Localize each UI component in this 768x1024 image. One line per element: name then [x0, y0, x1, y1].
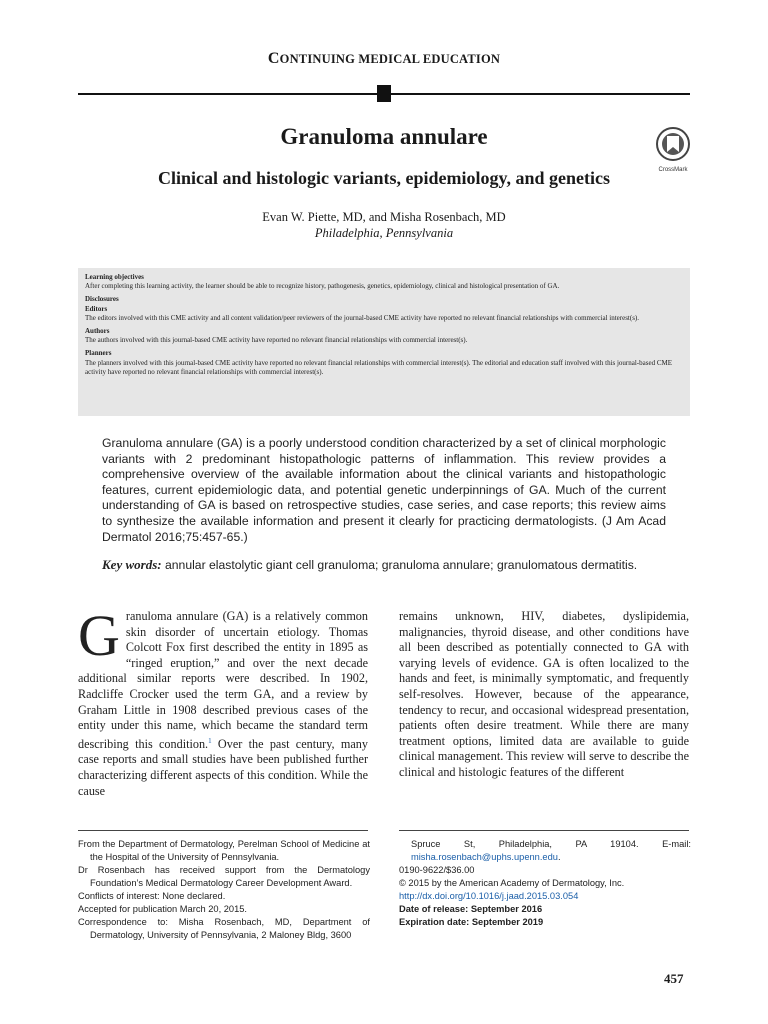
body-column-left [78, 603, 368, 799]
article-subtitle: Clinical and histologic variants, epidemiology, and genetics [157, 168, 611, 188]
address-text: Spruce St, Philadelphia, PA 19104. E-mail: [411, 839, 691, 849]
keywords-label: Key words: [102, 557, 162, 572]
crossmark-icon [656, 127, 690, 161]
footnote-rule-right [399, 830, 689, 831]
authors-disclosure-text: The authors involved with this journal-based CME activity have reported no relevant financial relationships with commercial interest(s). [85, 336, 468, 345]
issn: 0190-9622/$36.00 [399, 865, 475, 875]
body-right-text: remains unknown, HIV, diabetes, dyslipidemia, malignancies, thyroid disease, and other conditions have all been described as potentially connected to GA with varying levels of evidence. GA is often localized to the hands and feet, is minimally symptomatic, and frequently self-resolves. However, because of the appearance, tendency to recur, and occasional widespread presentation, patients often desire treatment. While there are many treatment options, limited data are available to guide clinical management. This review will serve to describe the clinical and histologic features of the different [399, 609, 689, 779]
author-location: Philadelphia, Pennsylvania [314, 226, 454, 240]
email-link[interactable]: misha.rosenbach@uphs.upenn.edu [411, 852, 558, 862]
article-authors: Evan W. Piette, MD, and Misha Rosenbach, MD [262, 210, 506, 224]
crossmark-badge[interactable] [653, 127, 693, 171]
keywords [102, 557, 702, 573]
page-number: 457 [664, 971, 684, 986]
correspondence-address [399, 838, 691, 864]
footnotes-left [78, 838, 370, 942]
editors-text: The editors involved with this CME activity and all content validation/peer reviewers of the journal-based CME activity have reported no relevant financial relationships with commercial interest(s). [85, 313, 639, 322]
section-header [0, 50, 768, 68]
affiliation-note: From the Department of Dermatology, Perelman School of Medicine at the Hospital of the University of Pennsylvania. [78, 839, 370, 862]
release-date: Date of release: September 2016 [399, 904, 543, 914]
section-header-rest: ONTINUING MEDICAL EDUCATION [279, 52, 501, 66]
learning-objectives-text: After completing this learning activity, the learner should be able to recognize history, pathogenesis, genetics, epidemiology, clinical and histological presentation of GA. [85, 282, 560, 291]
planners-text: The planners involved with this journal-based CME activity have reported no relevant financial relationships with commercial interest(s). The editorial and education staff involved with this journal-based CME activity have reported no relevant financial relationships with commercial interest(s). [85, 358, 672, 376]
disclosures-heading: Disclosures [85, 295, 119, 304]
keywords-text: annular elastolytic giant cell granuloma; granuloma annulare; granulomatous dermatitis. [164, 558, 638, 572]
editors-heading: Editors [85, 304, 108, 313]
cme-info-box [78, 268, 690, 416]
funding-note: Dr Rosenbach has received support from the Dermatology Foundation’s Medical Dermatology Career Development Award. [78, 865, 370, 888]
learning-objectives-heading: Learning objectives [85, 273, 144, 281]
crossmark-label: CrossMark [658, 167, 688, 173]
copyright: © 2015 by the American Academy of Dermatology, Inc. [399, 878, 625, 888]
drop-cap: G [78, 603, 120, 668]
article-title: Granuloma annulare [280, 124, 488, 149]
email-end: . [557, 852, 561, 862]
authors-heading: Authors [85, 327, 110, 336]
section-header-initial: C [267, 50, 280, 67]
expiration-date: Expiration date: September 2019 [399, 917, 544, 927]
footnote-rule-left [78, 830, 368, 831]
header-rule-marker [377, 85, 391, 102]
accepted-note: Accepted for publication March 20, 2015. [78, 904, 247, 914]
body-column-right [399, 609, 689, 781]
footnotes-right [399, 838, 691, 929]
reference-link[interactable]: 1 [208, 736, 212, 745]
doi-link[interactable]: http://dx.doi.org/10.1016/j.jaad.2015.03.054 [399, 891, 579, 901]
conflicts-note: Conflicts of interest: None declared. [78, 891, 226, 901]
correspondence-note: Correspondence to: Misha Rosenbach, MD, Department of Dermatology, University of Pennsylvania, 2 Maloney Bldg, 3600 [78, 917, 370, 940]
body-left-text: ranuloma annulare (GA) is a relatively common skin disorder of uncertain etiology. Thomas Colcott Fox first described the entity in 1895 as “ringed eruption,” and over the next decade additional similar reports were described. In 1902, Radcliffe Crocker used the term GA, and a review by Graham Little in 1908 described previous cases of the entity under this name, which became the standard term describing this condition. [78, 609, 368, 751]
planners-heading: Planners [85, 349, 112, 358]
body-left-text-continued: Over the past century, many case reports and small studies have been published further characterizing different aspects of this condition. While the cause [78, 736, 368, 798]
abstract: Granuloma annulare (GA) is a poorly understood condition characterized by a set of clinical morphologic variants with 2 predominant histopathologic patterns of inflammation. This review provides a comprehensive overview of the available information about the clinical variants and histopathologic features, current epidemiologic data, and potential genetic underpinnings of GA. Much of the current understanding of GA is based on retrospective studies, case series, and case reports; this review aims to synthesize the available information and present it clearly for practicing dermatologists. (J Am Acad Dermatol 2016;75:457-65.) [102, 436, 666, 544]
